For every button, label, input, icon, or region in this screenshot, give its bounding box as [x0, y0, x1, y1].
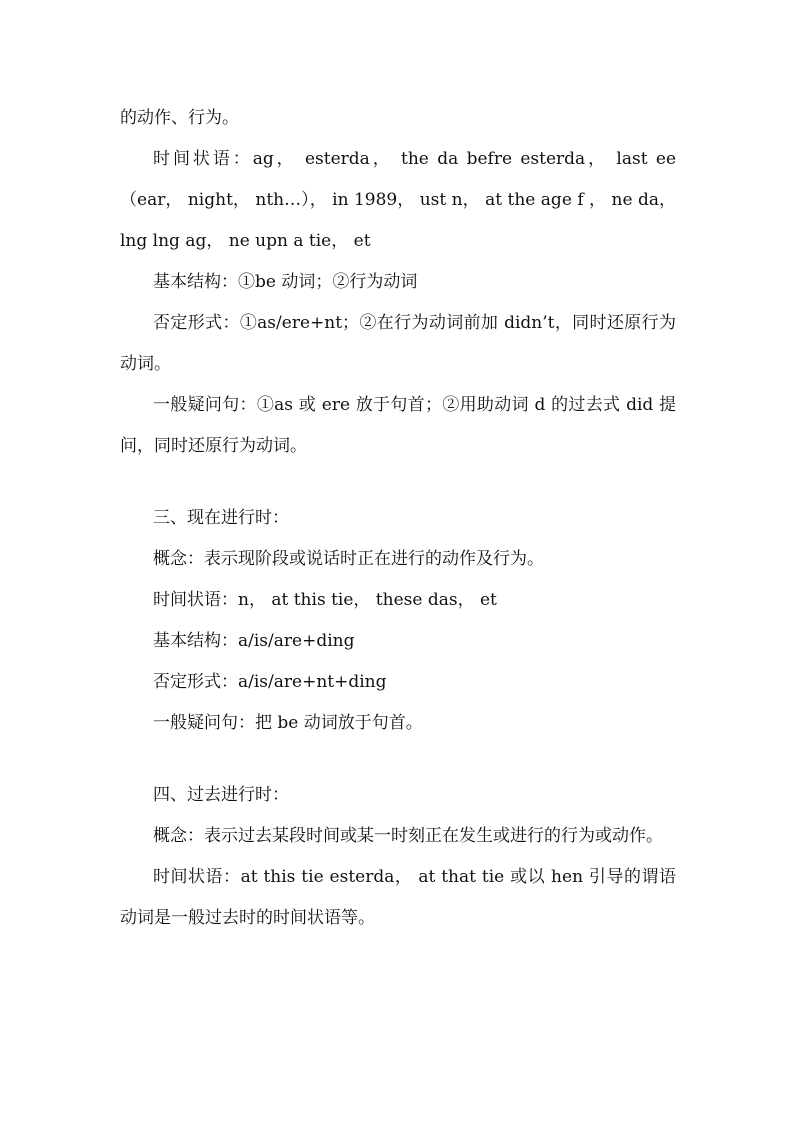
paragraph-negative: 否定形式：①as/ere+nt；②在行为动词前加 didn’t，同时还原行为动词。: [120, 313, 676, 374]
section-spacer: [120, 744, 676, 775]
paragraph-structure: 基本结构：①be 动词；②行为动词: [153, 272, 418, 292]
section-spacer: [120, 467, 676, 498]
section-heading-past-continuous: 四、过去进行时：: [153, 785, 289, 805]
paragraph-concept: 概念：表示过去某段时间或某一时刻正在发生或进行的行为或动作。: [153, 826, 663, 846]
paragraph-time-adverbials: 时间状语：ag， esterda， the da befre esterda， last ee（ear， night， nth…）， in 1989， ust n， at the age f ， ne da， lng lng ag， ne upn a tie， et: [120, 149, 676, 251]
document-page: [120, 98, 676, 939]
section-heading-present-continuous: 三、现在进行时：: [153, 508, 289, 528]
paragraph-question: 一般疑问句：①as 或 ere 放于句首；②用助动词 d 的过去式 did 提问，同时还原行为动词。: [120, 395, 676, 456]
paragraph-time-adverbials: 时间状语：n， at this tie， these das， et: [153, 590, 497, 610]
paragraph-concept: 概念：表示现阶段或说话时正在进行的动作及行为。: [153, 549, 544, 569]
paragraph-structure: 基本结构：a/is/are+ding: [153, 631, 355, 651]
paragraph-question: 一般疑问句：把 be 动词放于句首。: [153, 713, 423, 733]
paragraph-negative: 否定形式：a/is/are+nt+ding: [153, 672, 387, 692]
paragraph-time-adverbials: 时间状语：at this tie esterda， at that tie 或以 hen 引导的谓语动词是一般过去时的时间状语等。: [120, 867, 676, 928]
paragraph-continuation: 的动作、行为。: [120, 108, 239, 128]
